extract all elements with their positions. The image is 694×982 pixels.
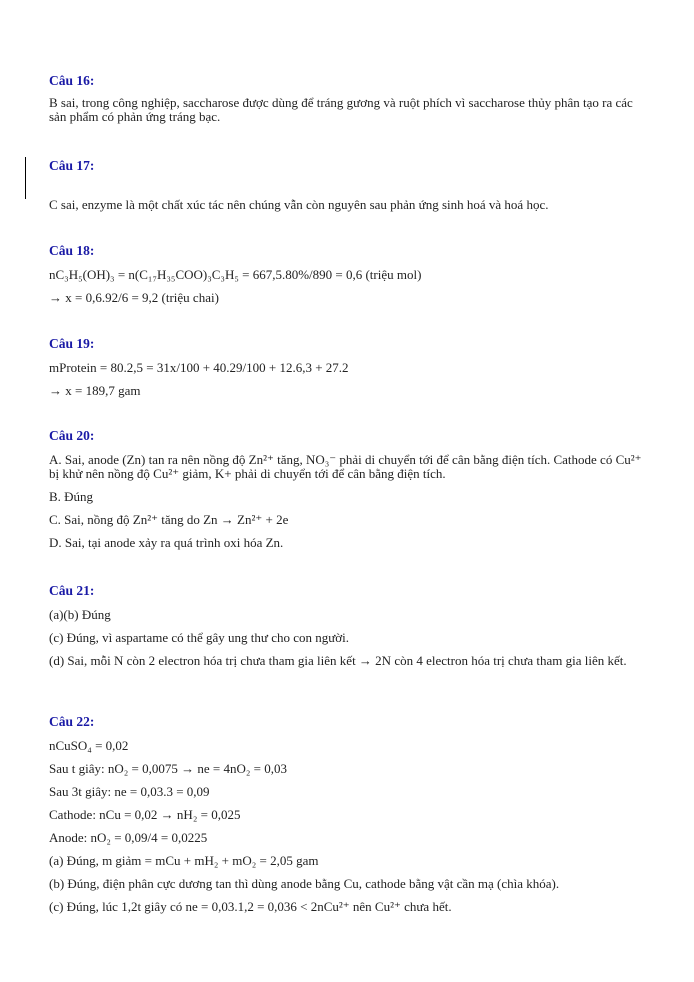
answer-line: B. Đúng — [49, 489, 94, 504]
answer-line: mProtein = 80.2,5 = 31x/100 + 40.29/100 + 12.6,3 + 27.2 — [49, 360, 349, 375]
answer-line: A. Sai, anode (Zn) tan ra nên nồng độ Zn²⁺ tăng, NO₃⁻ phải di chuyển tới để cân bằng điện tích. Cathode có Cu²⁺ bị khử nên nồng độ Cu²⁺ giảm, K+ phải di chuyển tới để cân bằng điện tích. — [49, 452, 642, 481]
answer-line: → x = 0,6.92/6 = 9,2 (triệu chai) — [49, 290, 219, 305]
question-title: Câu 22: — [49, 714, 95, 729]
text-cursor — [25, 157, 26, 199]
answer-line: (c) Đúng, vì aspartame có thể gây ung thư cho con người. — [49, 630, 350, 645]
answer-line: C. Sai, nồng độ Zn²⁺ tăng do Zn → Zn²⁺ + 2e — [49, 512, 289, 527]
question-title: Câu 17: — [49, 158, 95, 173]
answer-line: (a) Đúng, m giảm = mCu + mH₂ + mO₂ = 2,05 gam — [49, 853, 319, 868]
answer-line: Anode: nO₂ = 0,09/4 = 0,0225 — [49, 830, 208, 845]
question-title: Câu 16: — [49, 73, 95, 88]
question-22 — [49, 714, 649, 914]
question-16 — [49, 73, 649, 124]
question-title: Câu 20: — [49, 428, 95, 443]
question-17 — [49, 158, 649, 212]
answer-line: (d) Sai, mỗi N còn 2 electron hóa trị chưa tham gia liên kết → 2N còn 4 electron hóa trị chưa tham gia liên kết. — [49, 653, 627, 668]
answer-line: Sau 3t giây: ne = 0,03.3 = 0,09 — [49, 784, 210, 799]
question-title: Câu 18: — [49, 243, 95, 258]
answer-line: nC₃H₅(OH)₃ = n(C₁₇H₃₅COO)₃C₃H₅ = 667,5.80%/890 = 0,6 (triệu mol) — [49, 267, 422, 282]
answer-line: D. Sai, tại anode xảy ra quá trình oxi hóa Zn. — [49, 535, 284, 550]
question-20 — [49, 428, 649, 550]
answer-line: C sai, enzyme là một chất xúc tác nên chúng vẫn còn nguyên sau phản ứng sinh hoá và hoá học. — [49, 197, 549, 212]
question-title: Câu 21: — [49, 583, 95, 598]
answer-line: Sau t giây: nO₂ = 0,0075 → ne = 4nO₂ = 0,03 — [49, 761, 287, 776]
question-21 — [49, 583, 649, 668]
question-title: Câu 19: — [49, 336, 95, 351]
answer-line: B sai, trong công nghiệp, saccharose được dùng để tráng gương và ruột phích vì saccharose thủy phân tạo ra các sản phẩm có phản ứng tráng bạc. — [49, 95, 633, 124]
question-19 — [49, 336, 649, 398]
question-18 — [49, 243, 649, 305]
answer-line: → x = 189,7 gam — [49, 383, 141, 398]
answer-line: nCuSO₄ = 0,02 — [49, 738, 129, 753]
answer-line: (c) Đúng, lúc 1,2t giây có ne = 0,03.1,2 = 0,036 < 2nCu²⁺ nên Cu²⁺ chưa hết. — [49, 899, 452, 914]
answer-line: (a)(b) Đúng — [49, 607, 111, 622]
answer-line: Cathode: nCu = 0,02 → nH₂ = 0,025 — [49, 807, 241, 822]
answer-line: (b) Đúng, điện phân cực dương tan thì dùng anode bằng Cu, cathode bằng vật cần mạ (chìa khóa). — [49, 876, 560, 891]
